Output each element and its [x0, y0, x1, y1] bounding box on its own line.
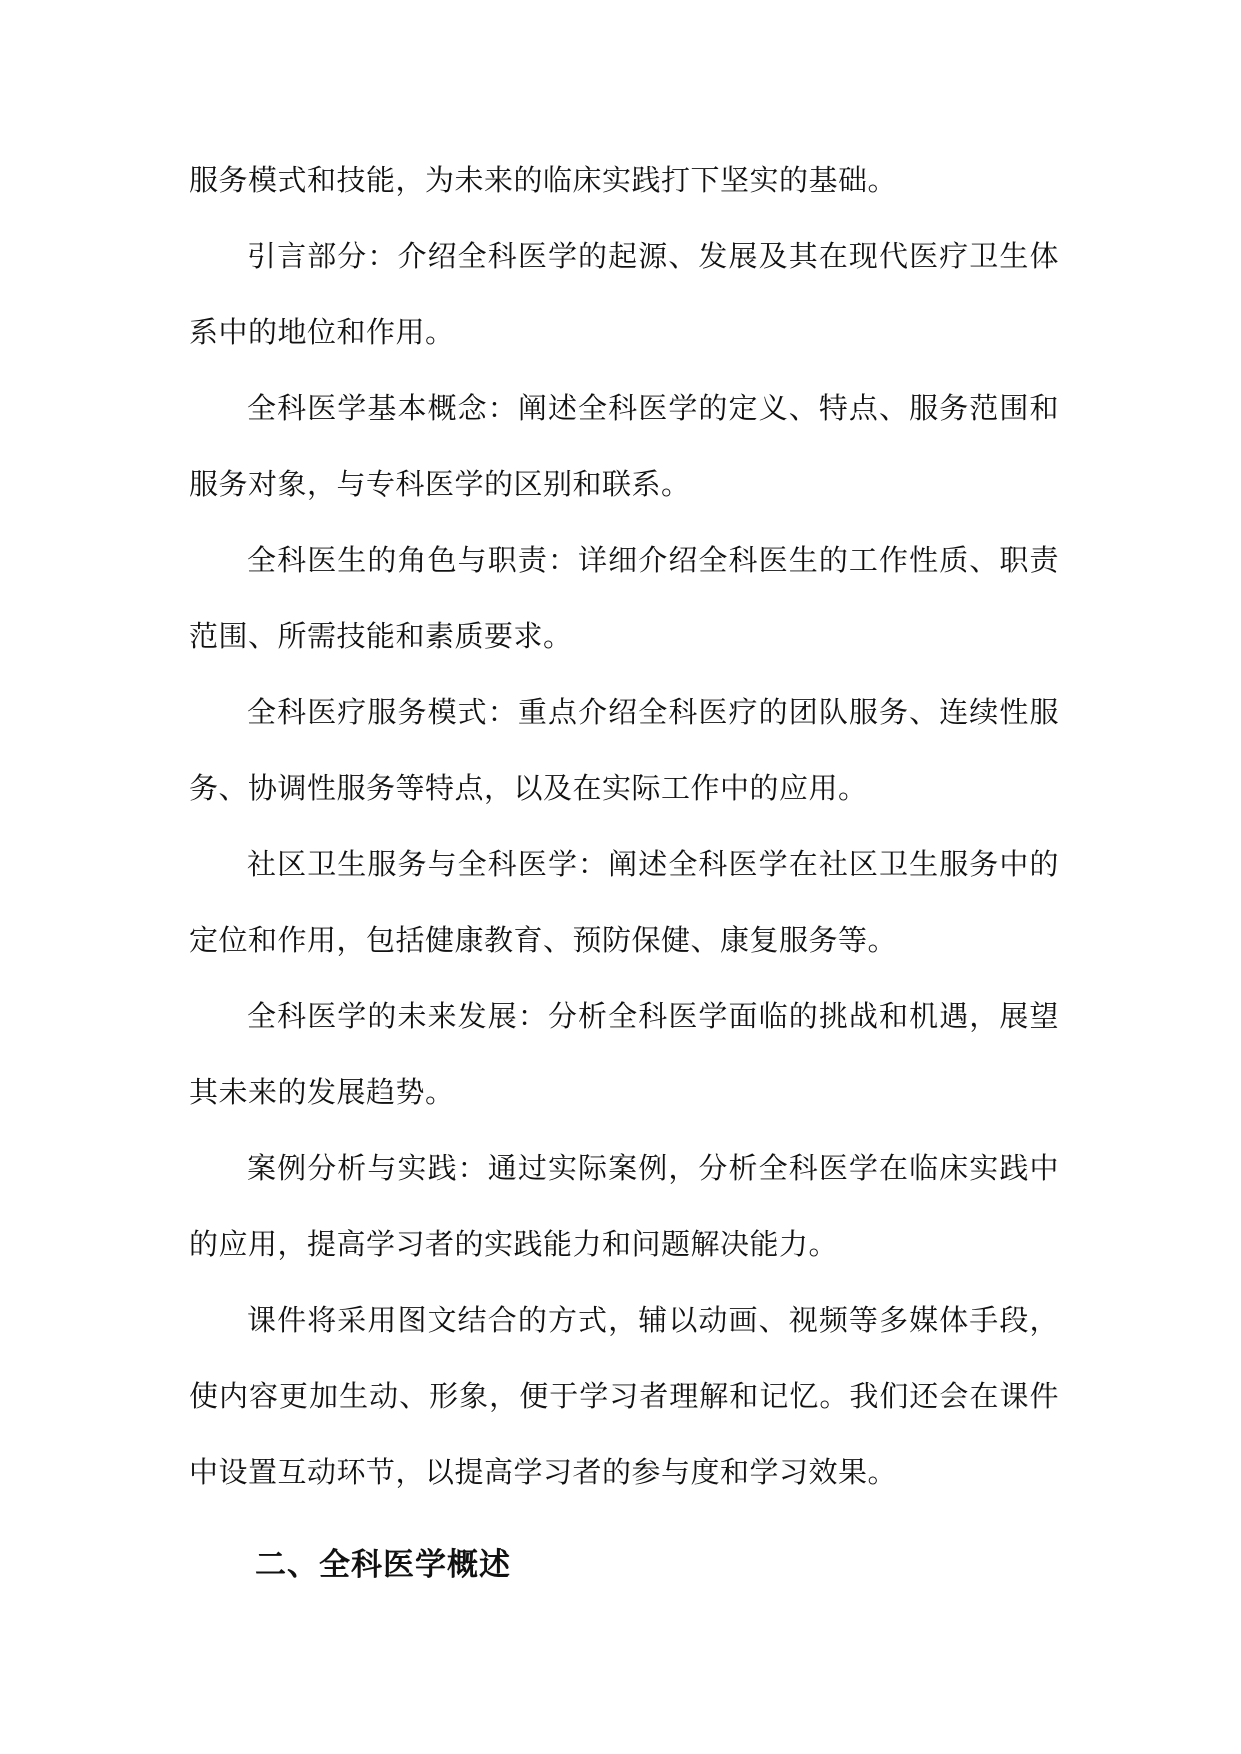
paragraph-case-analysis: 案例分析与实践：通过实际案例，分析全科医学在临床实践中的应用，提高学习者的实践能力和问题解决能力。: [189, 1151, 1059, 1261]
body-text: [189, 142, 1059, 1510]
paragraph-future-development: 全科医学的未来发展：分析全科医学面临的挑战和机遇，展望其未来的发展趋势。: [189, 999, 1059, 1109]
paragraph-service-model: 全科医疗服务模式：重点介绍全科医疗的团队服务、连续性服务、协调性服务等特点，以及在实际工作中的应用。: [189, 695, 1059, 805]
paragraph-basic-concepts: 全科医学基本概念：阐述全科医学的定义、特点、服务范围和服务对象，与专科医学的区别和联系。: [189, 391, 1059, 501]
paragraph-community-health: 社区卫生服务与全科医学：阐述全科医学在社区卫生服务中的定位和作用，包括健康教育、预防保健、康复服务等。: [189, 847, 1059, 957]
paragraph-continuation: 服务模式和技能，为未来的临床实践打下坚实的基础。: [189, 163, 898, 197]
paragraph-gp-role: 全科医生的角色与职责：详细介绍全科医生的工作性质、职责范围、所需技能和素质要求。: [189, 543, 1059, 653]
paragraph-courseware: 课件将采用图文结合的方式，辅以动画、视频等多媒体手段，使内容更加生动、形象，便于学习者理解和记忆。我们还会在课件中设置互动环节，以提高学习者的参与度和学习效果。: [189, 1303, 1059, 1489]
section-heading: 二、全科医学概述: [255, 1547, 511, 1583]
paragraph-introduction: 引言部分：介绍全科医学的起源、发展及其在现代医疗卫生体系中的地位和作用。: [189, 239, 1059, 349]
